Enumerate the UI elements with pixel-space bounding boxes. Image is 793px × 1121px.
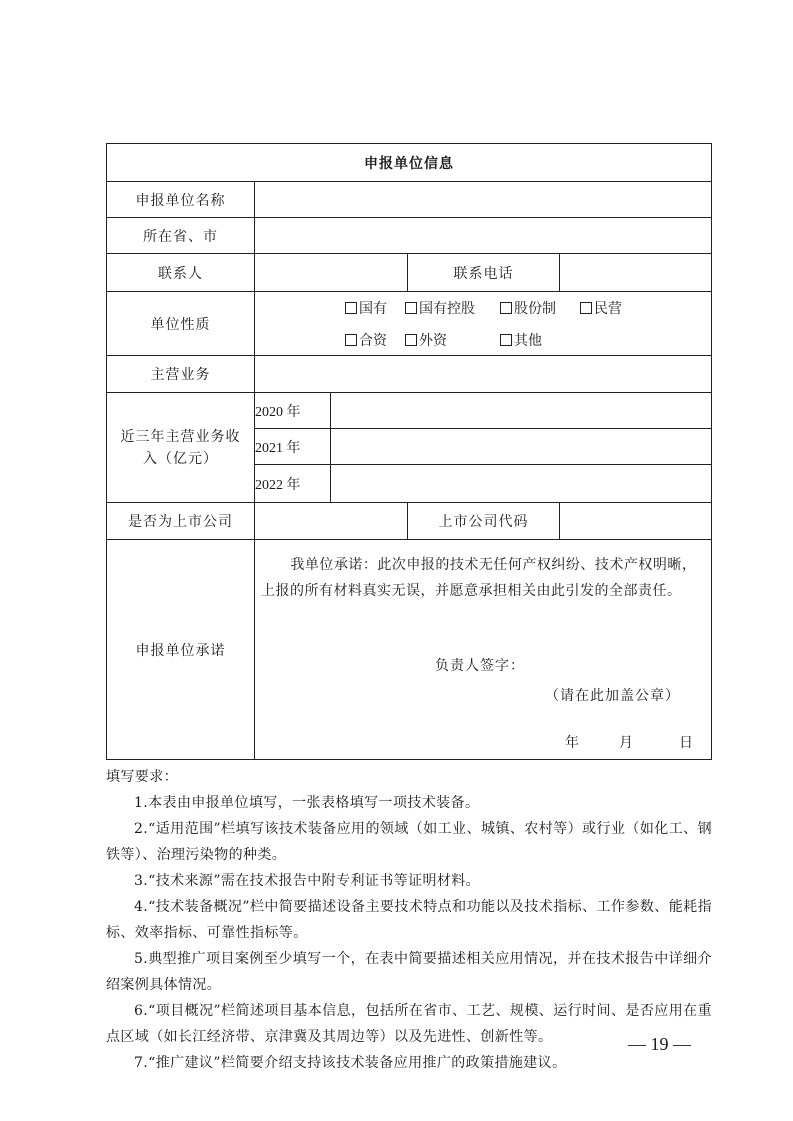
date-month: 月 xyxy=(619,735,633,751)
nature-options-row-1 xyxy=(255,298,711,318)
note-item-6: 6.“项目概况”栏简述项目基本信息，包括所在省市、工艺、规模、运行时间、是否应用在重点区域（如长江经济带、京津冀及其周边等）以及先进性、创新性等。 xyxy=(106,1003,712,1045)
page-number: — 19 — xyxy=(628,1034,691,1054)
stock-code-field[interactable] xyxy=(560,503,712,540)
main-business-label: 主营业务 xyxy=(107,356,255,393)
note-item-1: 1.本表由申报单位填写，一张表格填写一项技术装备。 xyxy=(134,795,480,811)
nature-options xyxy=(255,292,712,356)
revenue-label: 近三年主营业务收 入（亿元） xyxy=(107,393,255,503)
option-private[interactable]: 民营 xyxy=(580,298,622,318)
note-item-7: 7.“推广建议”栏简要介绍支持该技术装备应用推广的政策措施建议。 xyxy=(134,1055,567,1071)
promise-text: 我单位承诺：此次申报的技术无任何产权纠纷、技术产权明晰，上报的所有材料真实无误，并愿意承担相关由此引发的全部责任。 xyxy=(261,557,697,599)
checkbox-icon[interactable] xyxy=(345,334,357,346)
year-2021-label: 2021 年 xyxy=(255,429,331,465)
date-day: 日 xyxy=(679,735,693,751)
revenue-2021-field[interactable] xyxy=(331,429,712,465)
year-2022-label: 2022 年 xyxy=(255,465,331,503)
contact-field[interactable] xyxy=(255,254,408,292)
filling-instructions xyxy=(106,764,712,1076)
option-other[interactable]: 其他 xyxy=(500,330,542,350)
revenue-2022-field[interactable] xyxy=(331,465,712,503)
main-business-field[interactable] xyxy=(255,356,712,393)
option-state-owned[interactable]: 国有 xyxy=(345,298,405,318)
checkbox-icon[interactable] xyxy=(405,334,417,346)
seal-note: （请在此加盖公章） xyxy=(545,688,680,704)
application-unit-info-table xyxy=(106,143,712,760)
option-joint-venture[interactable]: 合资 xyxy=(345,330,405,350)
note-item-5: 5.典型推广项目案例至少填写一个，在表中简要描述相关应用情况，并在技术报告中详细介绍案例具体情况。 xyxy=(106,951,712,993)
nature-label: 单位性质 xyxy=(107,292,255,356)
phone-label: 联系电话 xyxy=(408,254,560,292)
note-item-4: 4.“技术装备概况”栏中简要描述设备主要技术特点和功能以及技术指标、工作参数、能耗指标、效率指标、可靠性指标等。 xyxy=(106,899,712,941)
promise-label: 申报单位承诺 xyxy=(107,540,255,760)
listed-company-field[interactable] xyxy=(255,503,408,540)
year-2020-label: 2020 年 xyxy=(255,393,331,429)
option-state-holding[interactable]: 国有控股 xyxy=(405,298,500,318)
nature-options-row-2 xyxy=(255,330,711,350)
phone-field[interactable] xyxy=(560,254,712,292)
contact-label: 联系人 xyxy=(107,254,255,292)
unit-name-field[interactable] xyxy=(255,182,712,218)
signature-label: 负责人签字： xyxy=(435,658,525,674)
promise-cell xyxy=(255,540,712,760)
checkbox-icon[interactable] xyxy=(500,334,512,346)
checkbox-icon[interactable] xyxy=(405,302,417,314)
listed-company-label: 是否为上市公司 xyxy=(107,503,255,540)
checkbox-icon[interactable] xyxy=(580,302,592,314)
note-item-2: 2.“适用范围”栏填写该技术装备应用的领域（如工业、城镇、农村等）或行业（如化工、钢铁等）、治理污染物的种类。 xyxy=(106,821,712,863)
note-item-3: 3.“技术来源”需在技术报告中附专利证书等证明材料。 xyxy=(134,873,481,889)
date-year: 年 xyxy=(565,735,579,751)
checkbox-icon[interactable] xyxy=(345,302,357,314)
revenue-2020-field[interactable] xyxy=(331,393,712,429)
province-field[interactable] xyxy=(255,218,712,254)
notes-heading: 填写要求： xyxy=(106,769,178,785)
option-joint-stock[interactable]: 股份制 xyxy=(500,298,580,318)
checkbox-icon[interactable] xyxy=(500,302,512,314)
stock-code-label: 上市公司代码 xyxy=(408,503,560,540)
unit-name-label: 申报单位名称 xyxy=(107,182,255,218)
table-title: 申报单位信息 xyxy=(107,144,712,182)
province-label: 所在省、市 xyxy=(107,218,255,254)
option-foreign[interactable]: 外资 xyxy=(405,330,500,350)
